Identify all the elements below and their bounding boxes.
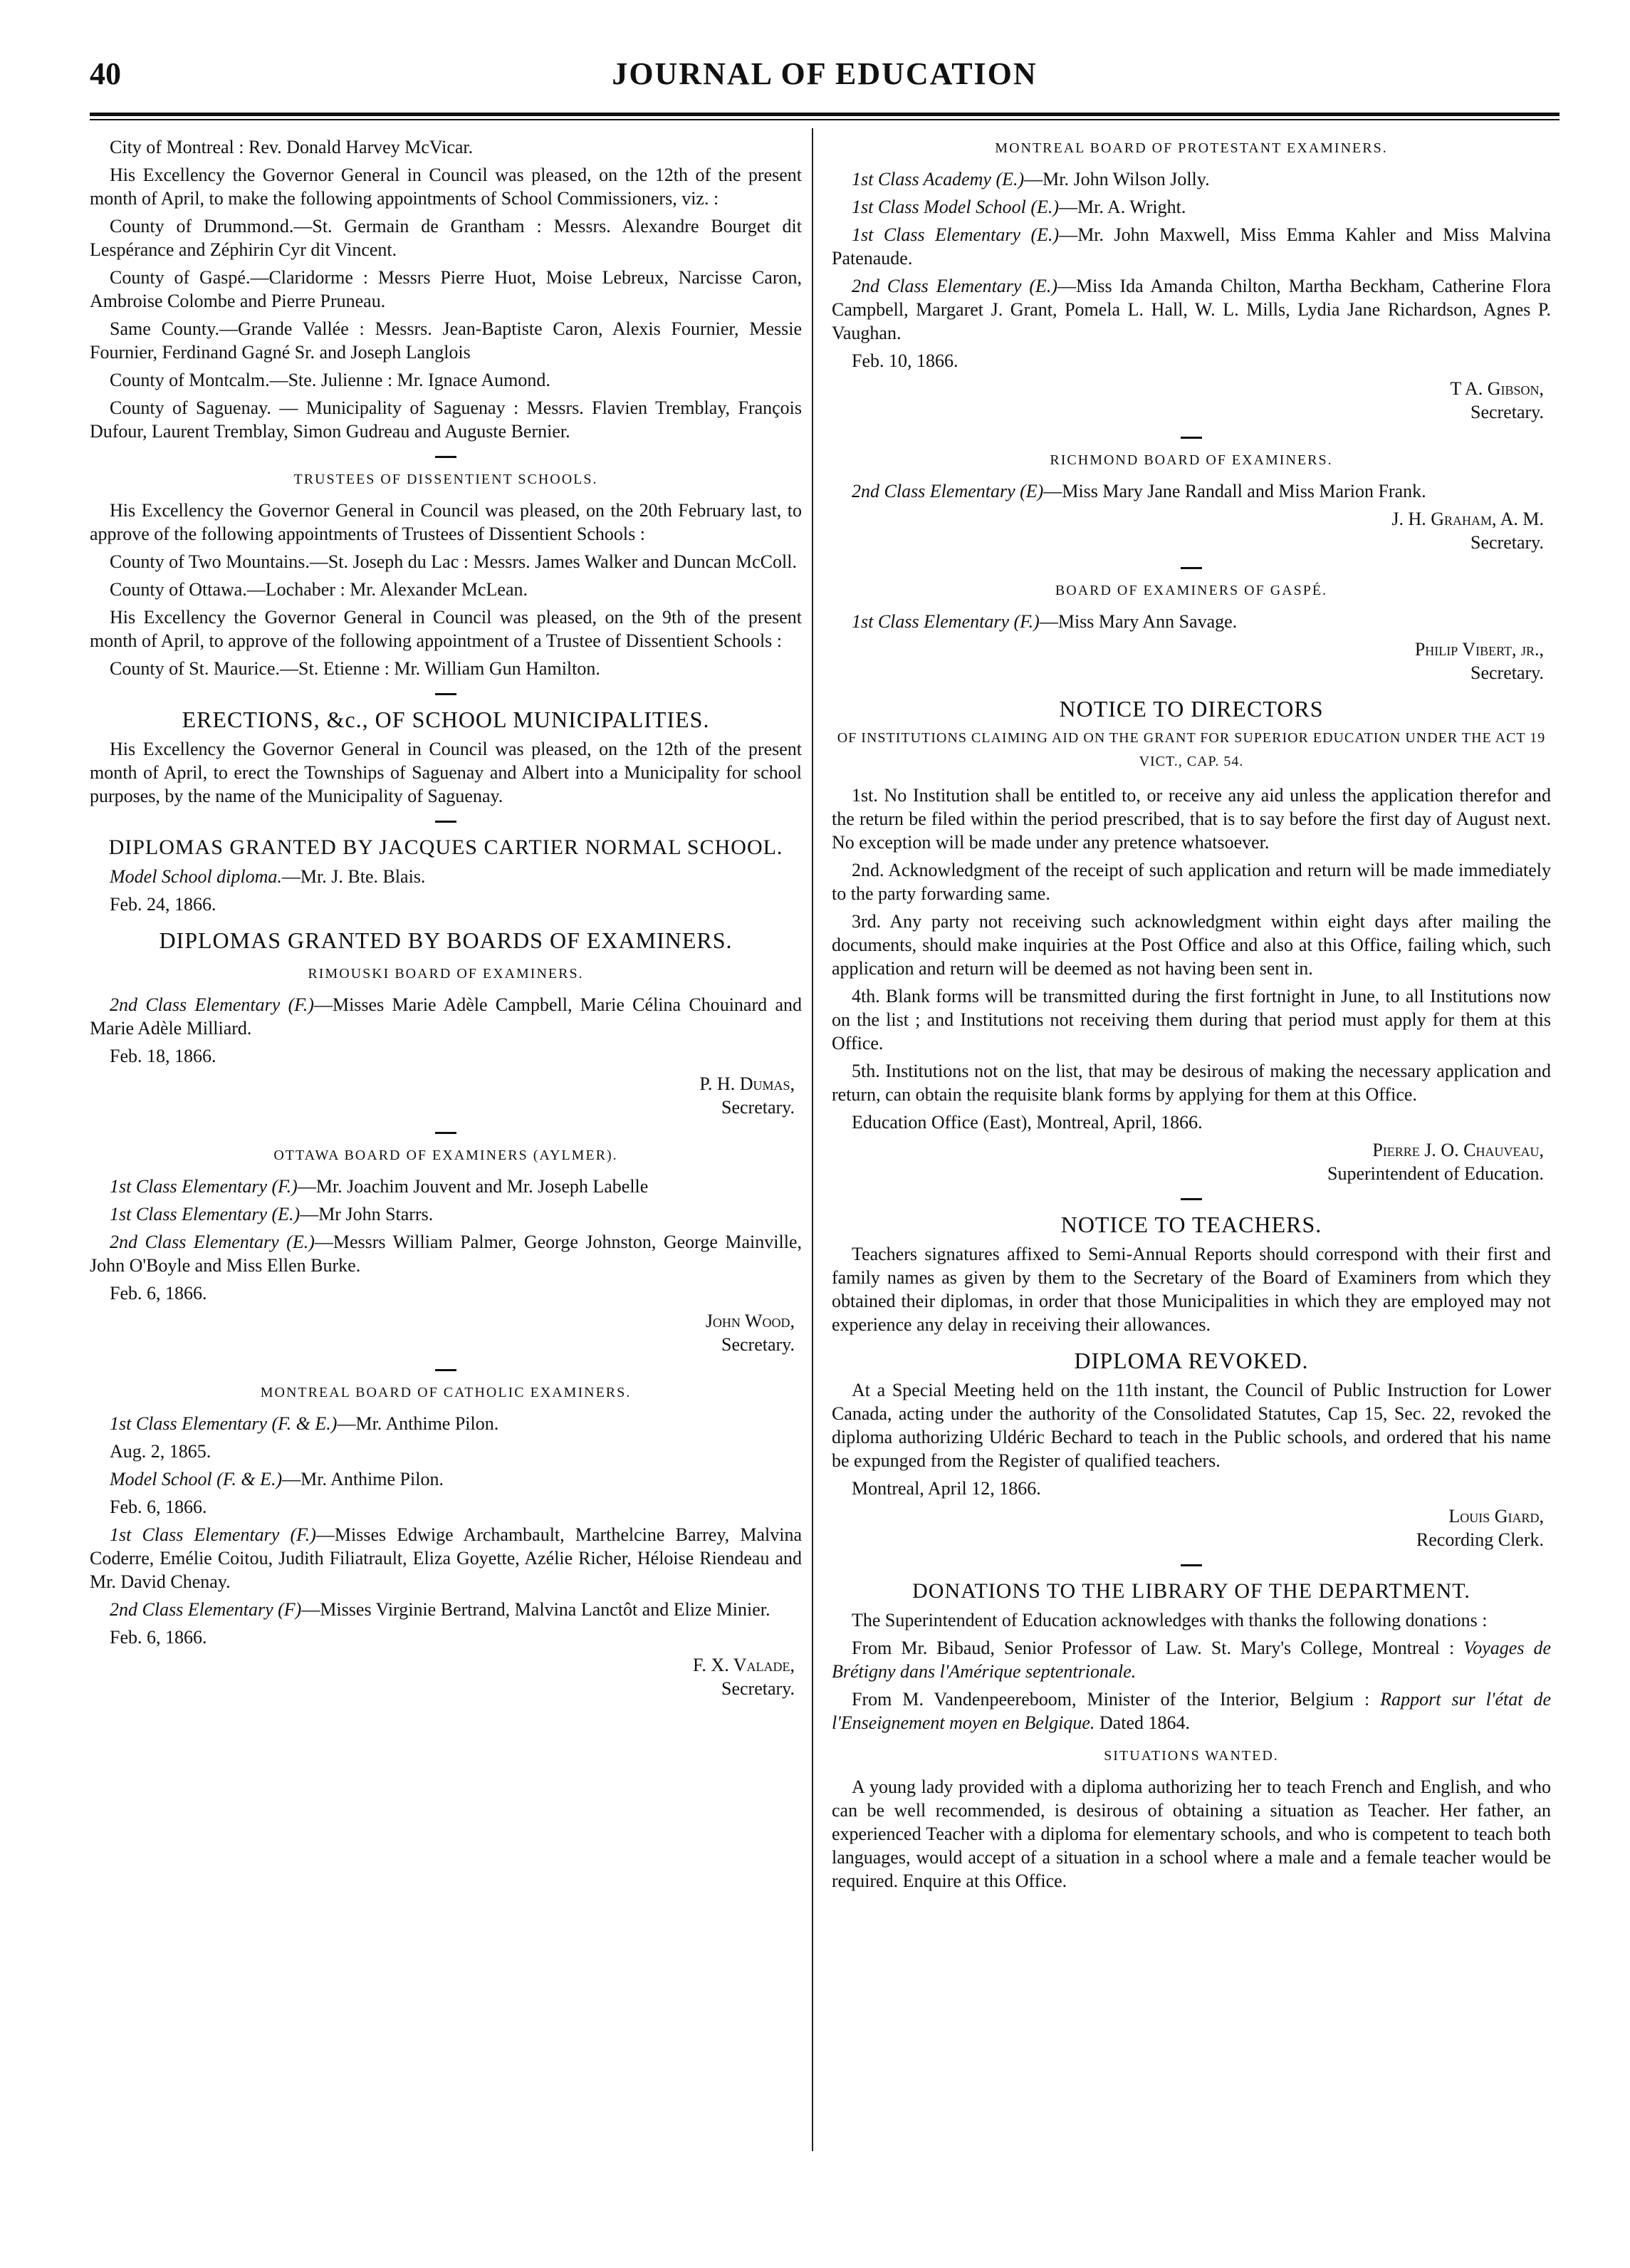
diploma-recipients: —Mr John Starrs. <box>300 1204 434 1224</box>
paragraph: County of Ottawa.—Lochaber : Mr. Alexander McLean. <box>110 579 528 600</box>
paragraph: His Excellency the Governor General in Council was pleased, on the 12th of the present month of April, to make the following appointments of School Commissioners, viz. : <box>90 165 802 209</box>
diploma-class: 1st Class Elementary (F. & E.) <box>110 1413 338 1434</box>
diploma-class: Model School (F. & E.) <box>110 1469 283 1489</box>
diploma-class: 2nd Class Elementary (E) <box>852 481 1044 501</box>
date-line: Feb. 6, 1866. <box>110 1497 207 1517</box>
section-heading: NOTICE TO TEACHERS. <box>1060 1212 1322 1237</box>
board-heading: BOARD OF EXAMINERS OF GASPÉ. <box>1055 583 1328 598</box>
section-heading: TRUSTEES OF DISSENTIENT SCHOOLS. <box>293 472 598 487</box>
diploma-recipients: —Mr. J. Bte. Blais. <box>281 866 426 887</box>
paragraph: 5th. Institutions not on the list, that may be desirous of making the necessary application and return, can obtain the requisite blank forms by applying for them at this Office. <box>832 1061 1551 1105</box>
diploma-class: 1st Class Elementary (E.) <box>852 224 1060 245</box>
paragraph <box>832 1636 1551 1683</box>
paragraph: City of Montreal : Rev. Donald Harvey McVicar. <box>110 137 474 157</box>
left-column <box>90 135 802 2201</box>
donor-text: From Mr. Bibaud, Senior Professor of Law. St. Mary's College, Montreal : <box>852 1638 1455 1658</box>
section-heading: DIPLOMAS GRANTED BY BOARDS OF EXAMINERS. <box>159 927 733 953</box>
signature-name: Philip Vibert, jr., <box>1414 639 1544 660</box>
diploma-class: 1st Class Elementary (F.) <box>110 1524 316 1545</box>
paragraph <box>90 1202 802 1226</box>
diploma-class: 1st Class Elementary (E.) <box>110 1204 301 1224</box>
paragraph: 1st. No Institution shall be entitled to, or receive any aid unless the application therefor and the return be filed within the period prescribed, that is to say before the first day of August next. No exception will be made under any pretence whatsoever. <box>832 785 1551 853</box>
paragraph: 4th. Blank forms will be transmitted during the first fortnight in June, to all Institutions now on the list ; and Institutions not receiving them during that period must apply for them at this Office. <box>832 986 1551 1054</box>
paragraph <box>832 167 1551 191</box>
diploma-class: Model School diploma. <box>110 866 282 887</box>
signature-name: John Wood, <box>705 1311 795 1331</box>
section-dash <box>435 1369 456 1371</box>
paragraph: At a Special Meeting held on the 11th instant, the Council of Public Instruction for Lower Canada, acting under the authority of the Consolidated Statutes, Cap 15, Sec. 22, revoked the diploma authorizing Uldéric Bechard to teach in the Public schools, and ordered that his name be expunged from the Register of qualified teachers. <box>832 1380 1551 1471</box>
board-heading: MONTREAL BOARD OF PROTESTANT EXAMINERS. <box>995 140 1388 156</box>
paragraph: His Excellency the Governor General in Council was pleased, on the 20th February last, to approve of the following appointments of Trustees of Dissentient Schools : <box>90 500 802 544</box>
page-number: 40 <box>90 56 121 91</box>
section-heading: SITUATIONS WANTED. <box>1104 1748 1279 1764</box>
paragraph: 2nd. Acknowledgment of the receipt of such application and return will be made immediately to the party forwarding same. <box>832 860 1551 904</box>
paragraph <box>832 274 1551 345</box>
date-line: Aug. 2, 1865. <box>110 1441 211 1462</box>
section-dash <box>1181 1564 1202 1566</box>
paragraph <box>90 1230 802 1277</box>
date-line: Feb. 10, 1866. <box>852 350 958 371</box>
paragraph <box>90 865 802 888</box>
diploma-recipients: —Misses Marie Adèle Campbell, Marie Célina Chouinard and Marie Adèle Milliard. <box>90 994 802 1039</box>
signature-name: Louis Giard, <box>1448 1506 1544 1526</box>
signature-name: J. H. Graham, A. M. <box>1391 509 1544 529</box>
date-line: Feb. 24, 1866. <box>110 894 216 915</box>
section-dash <box>435 1132 456 1134</box>
paragraph <box>90 993 802 1040</box>
diploma-recipients: —Messrs William Palmer, George Johnston, George Mainville, John O'Boyle and Miss Ellen Burke. <box>90 1232 802 1276</box>
signature-name: P. H. Dumas, <box>699 1073 795 1094</box>
date-line: Feb. 6, 1866. <box>110 1627 207 1648</box>
date-line: Feb. 18, 1866. <box>110 1046 216 1066</box>
paragraph: County of Montcalm.—Ste. Julienne : Mr. Ignace Aumond. <box>110 370 550 390</box>
diploma-class: 2nd Class Elementary (E.) <box>852 276 1058 296</box>
signature-title: Secretary. <box>1470 532 1544 553</box>
diploma-class: 2nd Class Elementary (F.) <box>110 994 314 1015</box>
diploma-recipients: —Mr. A. Wright. <box>1059 197 1186 217</box>
section-dash <box>435 693 456 695</box>
running-title: JOURNAL OF EDUCATION <box>612 56 1038 91</box>
donor-text: From M. Vandenpeereboom, Minister of the Interior, Belgium : <box>852 1689 1370 1710</box>
paragraph: County of Two Mountains.—St. Joseph du Lac : Messrs. James Walker and Duncan McColl. <box>110 551 797 572</box>
signature <box>90 1309 795 1356</box>
diploma-recipients: —Mr. John Maxwell, Miss Emma Kahler and Miss Malvina Patenaude. <box>832 224 1551 269</box>
signature <box>90 1653 795 1700</box>
section-dash <box>1181 437 1202 439</box>
section-subheading: OF INSTITUTIONS CLAIMING AID ON THE GRANT FOR SUPERIOR EDUCATION UNDER THE ACT 19 VICT., CAP. 54. <box>837 730 1546 769</box>
diploma-class: 2nd Class Elementary (E.) <box>110 1232 315 1252</box>
diploma-recipients: —Misses Edwige Archambault, Marthelcine Barrey, Malvina Coderre, Emélie Coitou, Judith Filiatrault, Eliza Goyette, Azélie Richer, Héloise Riendeau and Mr. David Chenay. <box>90 1524 802 1592</box>
diploma-recipients: —Miss Ida Amanda Chilton, Martha Beckham, Catherine Flora Campbell, Margaret J. Grant, Pomela L. Hall, W. L. Mills, Lydia Jane Richardson, Agnes P. Vaughan. <box>832 276 1551 343</box>
diploma-class: 1st Class Model School (E.) <box>852 197 1060 217</box>
board-heading: MONTREAL BOARD OF CATHOLIC EXAMINERS. <box>260 1385 632 1400</box>
signature <box>832 377 1544 424</box>
paragraph: His Excellency the Governor General in Council was pleased, on the 12th of the present month of April, to erect the Townships of Saguenay and Albert into a Municipality for school purposes, by the name of the Municipality of Saguenay. <box>90 739 802 806</box>
donation-date: Dated 1864. <box>1099 1712 1191 1733</box>
signature-name: F. X. Valade, <box>693 1655 795 1675</box>
paragraph <box>832 1687 1551 1734</box>
paragraph: County of Saguenay. — Municipality of Saguenay : Messrs. Flavien Tremblay, François Dufour, Laurent Tremblay, Simon Gudreau and Auguste Bernier. <box>90 397 802 442</box>
date-line: Montreal, April 12, 1866. <box>852 1478 1041 1499</box>
section-dash <box>1181 1198 1202 1200</box>
board-heading: OTTAWA BOARD OF EXAMINERS (AYLMER). <box>273 1148 618 1163</box>
signature <box>832 638 1544 685</box>
section-dash <box>435 821 456 823</box>
signature <box>832 1504 1544 1551</box>
diploma-recipients: —Miss Mary Jane Randall and Miss Marion Frank. <box>1043 481 1426 501</box>
signature-title: Secretary. <box>721 1097 795 1118</box>
diploma-class: 1st Class Elementary (F.) <box>110 1176 298 1197</box>
signature-title: Secretary. <box>721 1678 795 1699</box>
signature-name: Pierre J. O. Chauveau, <box>1372 1140 1544 1160</box>
book-title: Voyages de Brétigny dans l'Amérique septentrionale. <box>832 1638 1551 1682</box>
signature <box>90 1072 795 1119</box>
paragraph <box>832 195 1551 219</box>
diploma-recipients: —Miss Mary Ann Savage. <box>1039 611 1238 632</box>
paragraph: A young lady provided with a diploma authorizing her to teach French and English, and who can be well recommended, is desirous of obtaining a situation as Teacher. Her father, an experienced Teacher with a diploma for elementary schools, and who is competent to teach both languages, would accept of a situation in a school where a male and a female teacher would be required. Enquire at this Office. <box>832 1777 1551 1891</box>
diploma-class: 1st Class Elementary (F.) <box>852 611 1040 632</box>
signature <box>832 1138 1544 1185</box>
signature-title: Secretary. <box>721 1334 795 1355</box>
right-column <box>832 135 1551 2201</box>
signature-title: Secretary. <box>1470 402 1544 422</box>
board-heading: RIMOUSKI BOARD OF EXAMINERS. <box>308 966 584 982</box>
section-heading: ERECTIONS, &c., OF SCHOOL MUNICIPALITIES. <box>182 707 710 732</box>
paragraph <box>832 610 1551 633</box>
section-heading: DONATIONS TO THE LIBRARY OF THE DEPARTMENT. <box>912 1579 1470 1603</box>
section-dash <box>435 456 456 458</box>
date-line: Feb. 6, 1866. <box>110 1283 207 1304</box>
diploma-recipients: —Mr. John Wilson Jolly. <box>1024 169 1210 189</box>
signature-title: Superintendent of Education. <box>1327 1163 1544 1184</box>
paragraph: Teachers signatures affixed to Semi-Annual Reports should correspond with their first and family names as given by them to the Secretary of the Board of Examiners from which they obtained their diplomas, in order that those Municipalities in which they are employed may not experience any delay in receiving their allowances. <box>832 1244 1551 1335</box>
book-title: Rapport sur l'état de l'Enseignement moyen en Belgique. <box>832 1689 1551 1733</box>
paragraph <box>832 223 1551 270</box>
header-rule <box>90 113 1560 120</box>
paragraph <box>832 479 1551 503</box>
paragraph <box>90 1412 802 1435</box>
signature-title: Recording Clerk. <box>1416 1529 1544 1550</box>
section-heading: NOTICE TO DIRECTORS <box>1059 696 1324 722</box>
paragraph: The Superintendent of Education acknowledges with thanks the following donations : <box>852 1610 1488 1630</box>
paragraph: His Excellency the Governor General in Council was pleased, on the 9th of the present month of April, to approve of the following appointment of a Trustee of Dissentient Schools : <box>90 607 802 651</box>
diploma-recipients: —Mr. Anthime Pilon. <box>337 1413 499 1434</box>
paragraph <box>90 1467 802 1491</box>
paragraph: County of Gaspé.—Claridorme : Messrs Pierre Huot, Moise Lebreux, Narcisse Caron, Ambroise Colombe and Pierre Pruneau. <box>90 267 802 311</box>
section-dash <box>1181 567 1202 569</box>
diploma-class: 1st Class Academy (E.) <box>852 169 1025 189</box>
paragraph: 3rd. Any party not receiving such acknowledgment within eight days after mailing the documents, should make inquiries at the Post Office and also at this Office, failing which, such application and return will be deemed as not having been sent in. <box>832 911 1551 979</box>
signature-name: T A. Gibson, <box>1450 378 1544 399</box>
column-divider <box>812 128 813 2151</box>
paragraph <box>90 1523 802 1593</box>
section-heading: DIPLOMAS GRANTED BY JACQUES CARTIER NORMAL SCHOOL. <box>108 836 783 859</box>
diploma-class: 2nd Class Elementary (F) <box>110 1599 302 1620</box>
paragraph: County of Drummond.—St. Germain de Grantham : Messrs. Alexandre Bourget dit Lespérance and Zéphirin Cyr dit Vincent. <box>90 216 802 260</box>
paragraph <box>90 1175 802 1198</box>
page-header <box>90 56 1560 105</box>
paragraph <box>90 1598 802 1621</box>
date-line: Education Office (East), Montreal, April, 1866. <box>852 1112 1203 1133</box>
signature <box>832 507 1544 554</box>
section-heading: DIPLOMA REVOKED. <box>1074 1348 1309 1373</box>
paragraph: County of St. Maurice.—St. Etienne : Mr. William Gun Hamilton. <box>110 658 600 679</box>
signature-title: Secretary. <box>1470 662 1544 683</box>
diploma-recipients: —Misses Virginie Bertrand, Malvina Lanctôt and Elize Minier. <box>301 1599 770 1620</box>
board-heading: RICHMOND BOARD OF EXAMINERS. <box>1050 452 1333 468</box>
diploma-recipients: —Mr. Joachim Jouvent and Mr. Joseph Labelle <box>297 1176 649 1197</box>
paragraph: Same County.—Grande Vallée : Messrs. Jean-Baptiste Caron, Alexis Fournier, Messie Fournier, Ferdinand Gagné Sr. and Joseph Langlois <box>90 318 802 363</box>
diploma-recipients: —Mr. Anthime Pilon. <box>282 1469 444 1489</box>
